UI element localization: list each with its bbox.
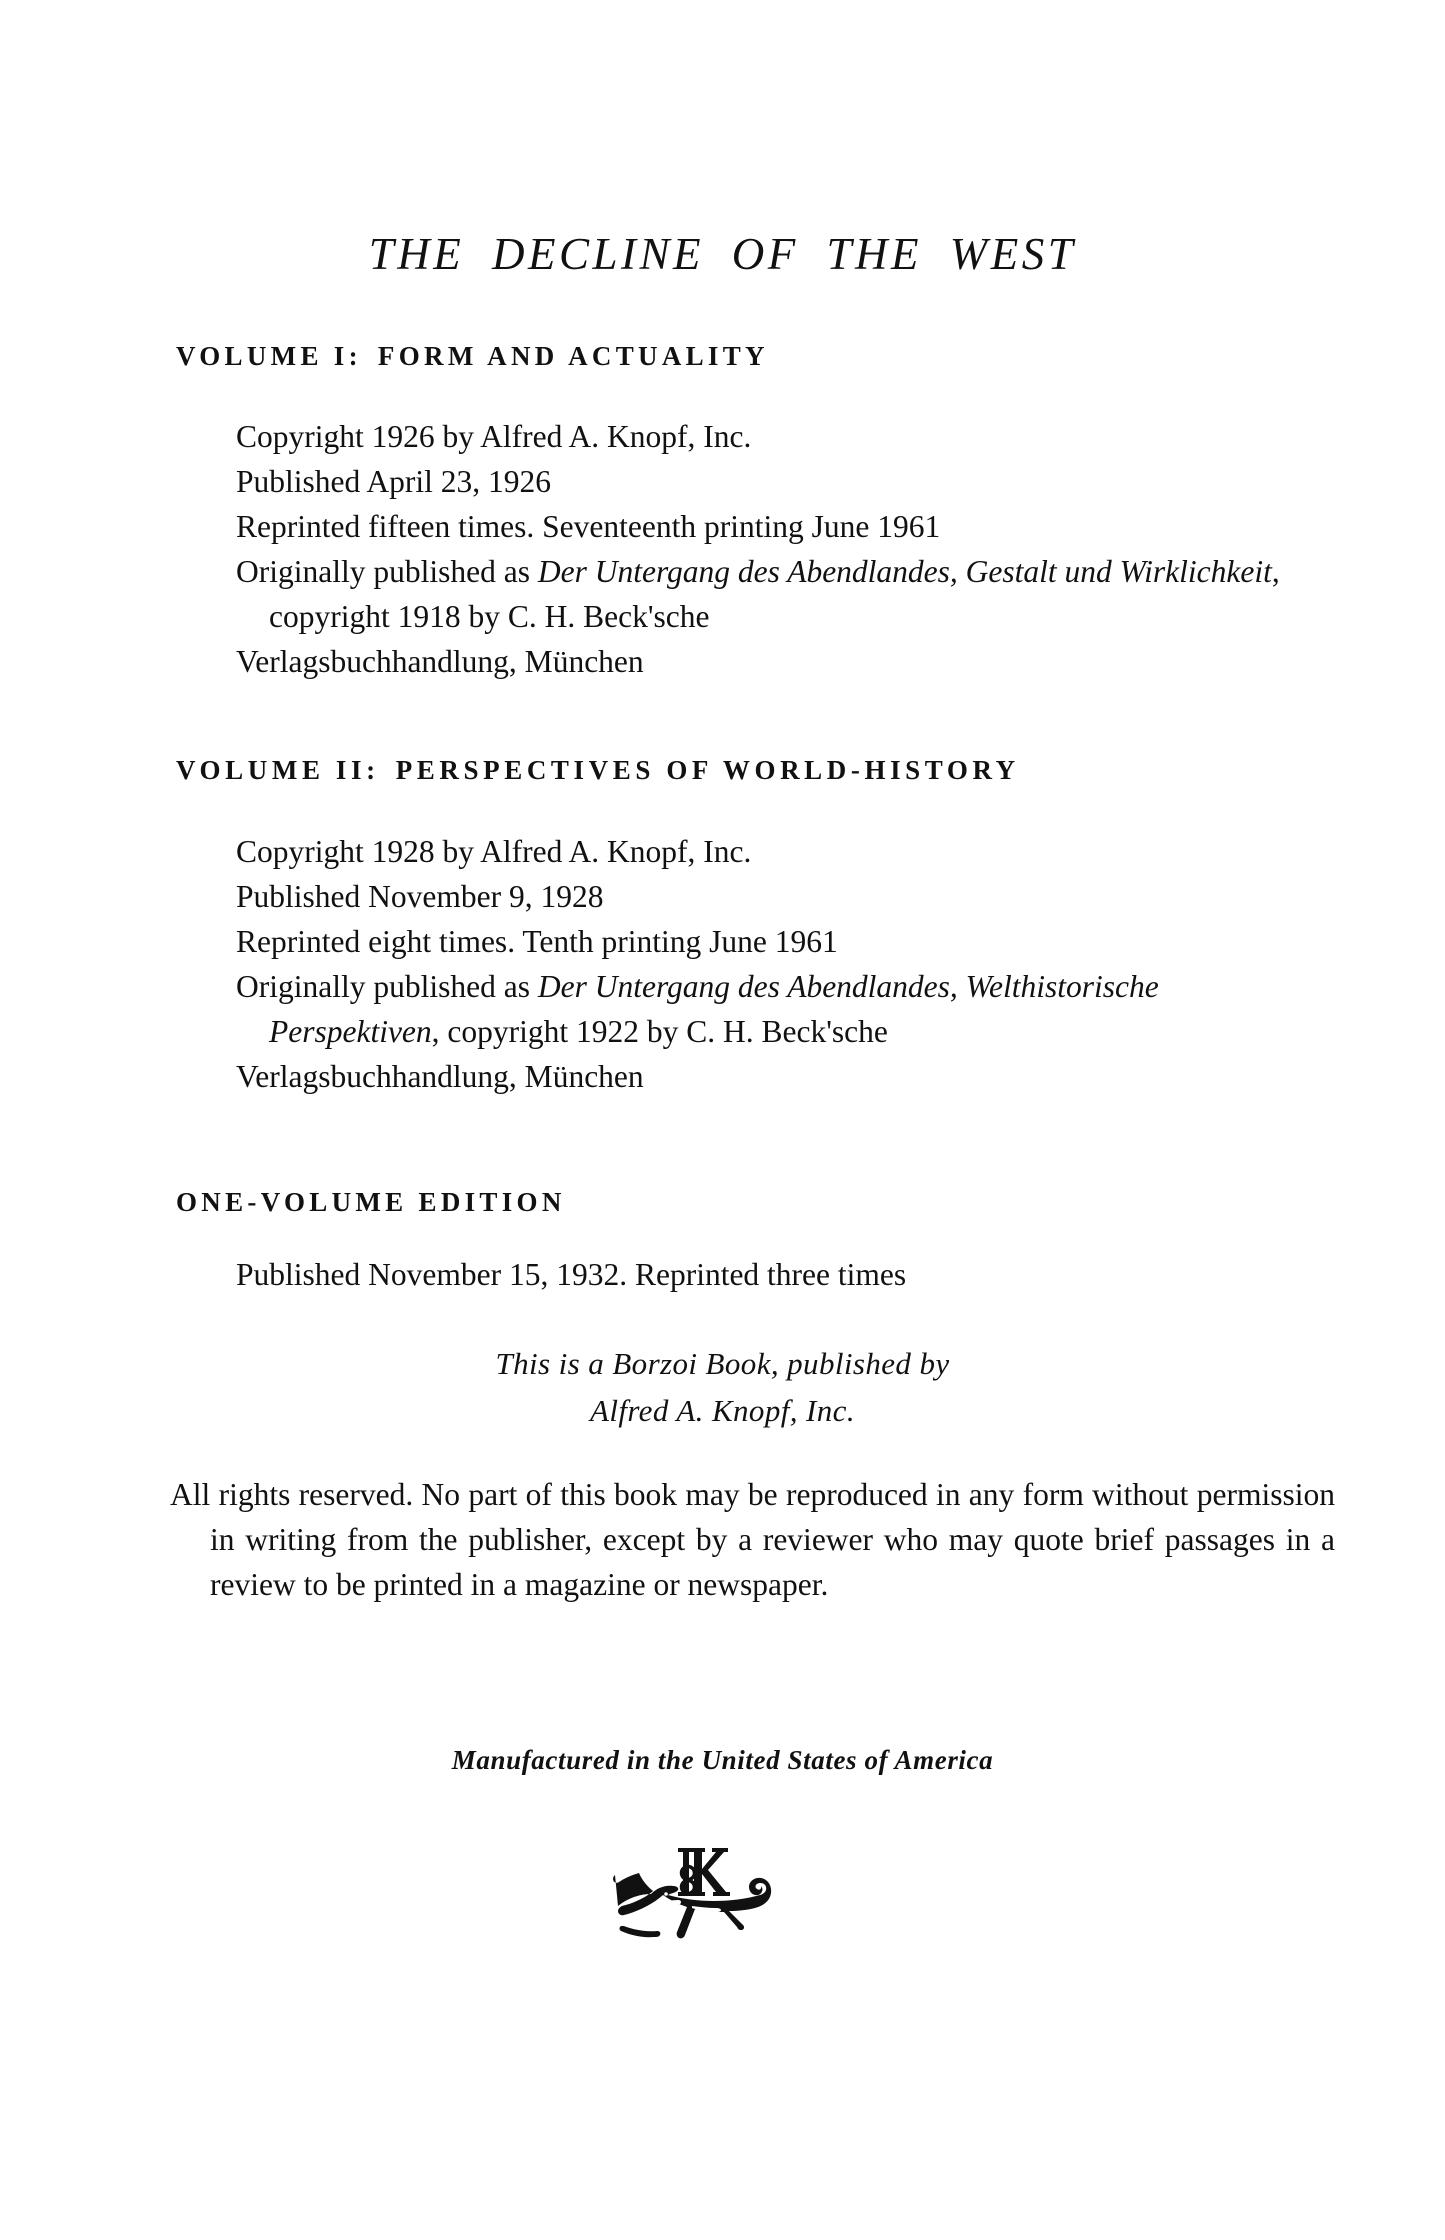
volume-one-original-prefix: Originally published as xyxy=(236,554,538,589)
volume-two-heading-subject: PERSPECTIVES OF WORLD-HISTORY xyxy=(395,755,1020,785)
volume-one-block xyxy=(236,414,1296,684)
volume-two-reprinted-line: Reprinted eight times. Tenth printing June 1961 xyxy=(236,924,838,959)
one-volume-published-line: Published November 15, 1932. Reprinted three times xyxy=(236,1257,907,1292)
volume-one-heading-label: VOLUME I: xyxy=(176,341,362,371)
volume-one-heading-subject: FORM AND ACTUALITY xyxy=(377,341,769,371)
volume-one-copyright-line: Copyright 1926 by Alfred A. Knopf, Inc. xyxy=(236,419,752,454)
volume-two-published-line: Published November 9, 1928 xyxy=(236,879,604,914)
volume-two-copyright-line: Copyright 1928 by Alfred A. Knopf, Inc. xyxy=(236,834,752,869)
volume-one-original-line xyxy=(236,549,1296,639)
one-volume-edition-heading: ONE-VOLUME EDITION xyxy=(176,1187,566,1217)
borzoi-colophon xyxy=(600,1840,820,1980)
volume-one-published-line: Published April 23, 1926 xyxy=(236,464,552,499)
volume-one-original-title: Der Untergang des Abendlandes, Gestalt und Wirklichkeit xyxy=(537,554,1272,589)
rights-statement: All rights reserved. No part of this book may be reproduced in any form without permission in writing from the publisher, except by a reviewer who may quote brief passages in a review to be printed in a magazine or newspaper. xyxy=(170,1477,1335,1602)
volume-two-original-suffix: , copyright 1922 by C. H. Beck'sche xyxy=(431,1014,888,1049)
borzoi-credit-line-1: This is a Borzoi Book, published by xyxy=(495,1346,950,1381)
borzoi-credit-line-2: Alfred A. Knopf, Inc. xyxy=(590,1393,855,1428)
volume-one-reprinted-line: Reprinted fifteen times. Seventeenth printing June 1961 xyxy=(236,509,941,544)
volume-two-publisher-line: Verlagsbuchhandlung, München xyxy=(236,1059,644,1094)
borzoi-credit xyxy=(0,1340,1445,1434)
volume-one-publisher-line: Verlagsbuchhandlung, München xyxy=(236,644,644,679)
volume-one-heading xyxy=(176,341,769,372)
manufactured-statement: Manufactured in the United States of America xyxy=(451,1745,994,1775)
borzoi-dog-icon xyxy=(600,1840,820,1980)
volume-one-original-suffix: , copyright 1918 by C. H. Beck'sche xyxy=(269,554,1280,634)
volume-two-heading xyxy=(176,755,1020,786)
volume-two-original-prefix: Originally published as xyxy=(236,969,538,1004)
volume-two-original-title: Der Untergang des Abendlandes, Welthistorische Perspektiven xyxy=(269,969,1159,1049)
book-title: THE DECLINE OF THE WEST xyxy=(368,229,1077,279)
volume-two-heading-label: VOLUME II: xyxy=(176,755,380,785)
volume-two-original-line xyxy=(236,964,1296,1054)
volume-two-block xyxy=(236,829,1296,1099)
